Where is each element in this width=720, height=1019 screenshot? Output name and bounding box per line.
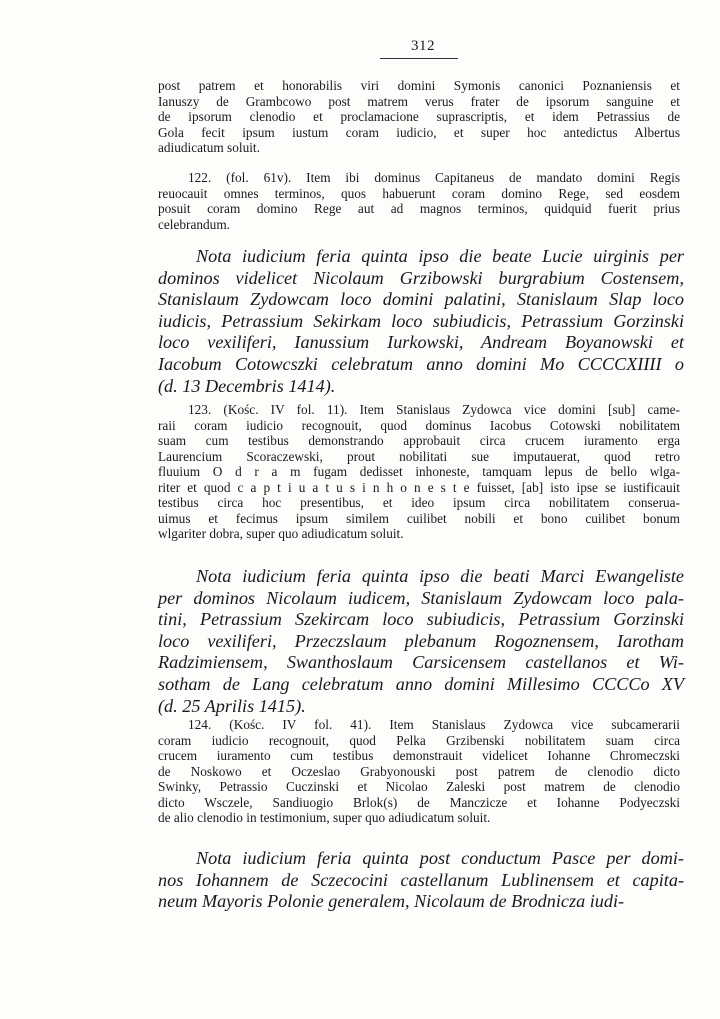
text-line: tini, Petrassium Szekircam loco subiudicis, Petrassium Gorzinski [158, 609, 684, 630]
section-heading [158, 566, 684, 717]
text-line: sotham de Lang celebratum anno domini Millesimo CCCCo XV [158, 673, 684, 694]
text-line: (d. 13 Decembris 1414). [158, 375, 336, 396]
text-line: reuocauit omnes terminos, quos habuerunt coram domino Rege, sed eosdem [158, 185, 680, 201]
page-number: 312 [411, 38, 435, 54]
text-line: loco vexiliferi, Przeczslaum plebanum Rogoznensem, Iarotham [158, 630, 684, 651]
section-heading [158, 848, 684, 913]
text-line: dicto Wsczele, Sandiuogio Brlok(s) de Manczicze et Iohanne Podyeczski [158, 794, 680, 810]
page-number-rule [380, 58, 458, 59]
text-line: iudicis, Petrassium Sekirkam loco subiudicis, Petrassium Gorzinski [158, 310, 684, 331]
text-line: Swinky, Petrassio Cuczinski et Nicolao Zaleski post matrem de clenodio [158, 779, 680, 794]
text-line: loco vexiliferi, Ianussium Iurkowski, Andream Boyanowski et [158, 332, 684, 353]
text-line: fluuium O d r a m fugam dedisset inhoneste, tamquam lepus de bello wlga- [158, 464, 680, 479]
text-line: suam cum testibus demonstrando approbauit circa crucem iuramento erga [158, 433, 680, 448]
section-heading [158, 246, 684, 397]
text-line: 123. (Kośc. IV fol. 11). Item Stanislaus Zydowca vice domini [sub] came- [188, 402, 680, 417]
text-line: de alio clenodio in testimonium, super quo adiudicatum soluit. [158, 810, 491, 825]
text-line: post patrem et honorabilis viri domini Symonis canonici Poznaniensis et [158, 78, 680, 93]
text-line: 124. (Kośc. IV fol. 41). Item Stanislaus Zydowca vice subcamerarii [188, 717, 680, 732]
text-line: de Noskowo et Oczeslao Grabyonouski post patrem de clenodio dicto [158, 763, 680, 779]
text-line: adiudicatum soluit. [158, 140, 260, 155]
text-line: Nota iudicium feria quinta ipso die beate Lucie uirginis per [196, 246, 684, 266]
text-line: neum Mayoris Polonie generalem, Nicolaum de Brodnicza iudi- [158, 891, 625, 912]
text-line: dominos videlicet Nicolaum Grzibowski burgrabium Costensem, [158, 267, 684, 288]
text-line: posuit coram domino Rege aut ad magnos terminos, quidquid fuerit prius [158, 201, 680, 216]
entry-paragraph [158, 170, 680, 232]
text-line: Laurencium Scoraczewski, prout nobilitati sue imputauerat, quod retro [158, 448, 680, 464]
text-line: raii coram iudicio recognouit, quod dominus Iacobus Cotowski nobilitatem [158, 417, 680, 433]
text-line: de ipsorum clenodio et proclamacione suprascriptis, et idem Petrassius de [158, 109, 680, 124]
text-line: uimus et fecimus ipsum similem cuilibet nobili et bono cuilibet bonum [158, 510, 680, 526]
text-line: crucem iuramento cum testibus demonstrauit videlicet Iohanne Chromeczski [158, 748, 680, 763]
entry-paragraph [158, 78, 680, 156]
text-line: Radzimiensem, Swanthoslaum Carsicensem castellanos et Wi- [158, 652, 684, 673]
text-line: Gola fecit ipsum iustum coram iudicio, et super hoc antedictus Albertus [158, 124, 680, 140]
text-line: celebrandum. [158, 216, 230, 232]
text-line: (d. 25 Aprilis 1415). [158, 695, 306, 716]
text-line: 122. (fol. 61v). Item ibi dominus Capitaneus de mandato domini Regis [188, 170, 680, 185]
text-line: riter et quod c a p t i u a t u s i n h o n e s t e fuisset, [ab] isto ipse se iustificauit [158, 479, 680, 495]
text-line: wlgariter dobra, super quo adiudicatum soluit. [158, 526, 404, 541]
text-line: nos Iohannem de Sczecocini castellanum Lublinensem et capita- [158, 869, 684, 890]
text-line: Ianuszy de Grambcowo post matrem verus frater de ipsorum sanguine et [158, 93, 680, 109]
text-line: Stanislaum Zydowcam loco domini palatini, Stanislaum Slap loco [158, 289, 684, 310]
entry-paragraph [158, 717, 680, 826]
text-line: Nota iudicium feria quinta post conductum Pasce per domi- [196, 848, 684, 868]
text-line: testibus circa hoc presentibus, et ideo ipsum circa nobilitatem conserua- [158, 495, 680, 510]
text-line: coram iudicio recognouit, quod Pelka Grzibenski nobilitatem suam circa [158, 732, 680, 748]
text-line: per dominos Nicolaum iudicem, Stanislaum Zydowcam loco pala- [158, 587, 684, 608]
text-line: Nota iudicium feria quinta ipso die beati Marci Ewangeliste [196, 566, 684, 586]
entry-paragraph [158, 402, 680, 542]
text-line: Iacobum Cotowcszki celebratum anno domini Mo CCCCXIIII o [158, 353, 684, 374]
